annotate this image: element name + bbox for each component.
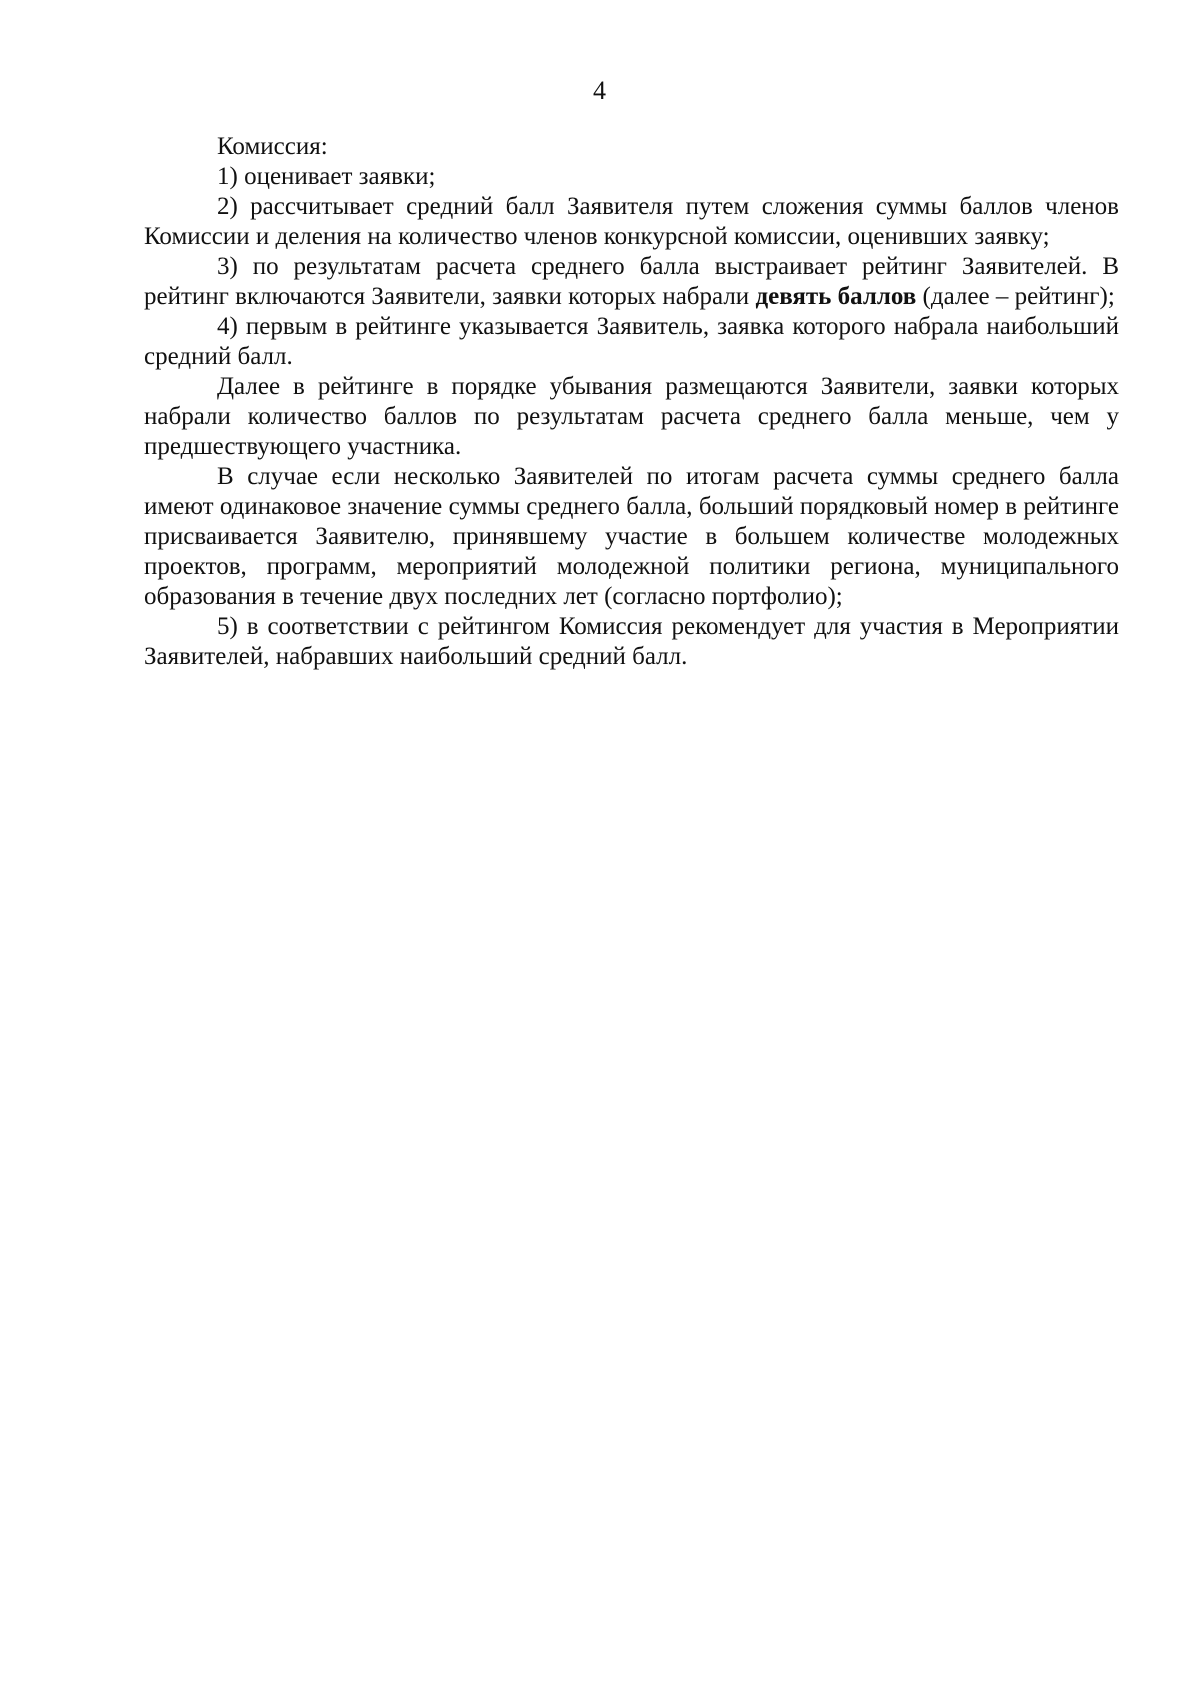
item-3-text-before: 3) по результатам расчета среднего балла выстраивает рейтинг Заявителей. В рейтинг включаются Заявители, заявки которых набрали [144,253,1119,310]
item-3-rating [144,252,1119,312]
paragraph-descending-order: Далее в рейтинге в порядке убывания размещаются Заявители, заявки которых набрали количество баллов по результатам расчета среднего балла меньше, чем у предшествующего участника. [144,373,1119,460]
item-5-recommendation: 5) в соответствии с рейтингом Комиссия рекомендует для участия в Мероприятии Заявителей, набравших наибольший средний балл. [144,613,1119,670]
item-2-average-score: 2) рассчитывает средний балл Заявителя путем сложения суммы баллов членов Комиссии и деления на количество членов конкурсной комиссии, оценивших заявку; [144,193,1119,250]
commission-heading: Комиссия: [217,133,328,160]
item-4-first-in-rating: 4) первым в рейтинге указывается Заявитель, заявка которого набрала наибольший средний балл. [144,313,1119,370]
document-body [144,132,1119,672]
item-3-bold-phrase: девять баллов [755,283,917,310]
item-3-text-after: (далее – рейтинг); [916,283,1115,310]
paragraph-tie-break: В случае если несколько Заявителей по итогам расчета суммы среднего балла имеют одинаковое значение суммы среднего балла, больший порядковый номер в рейтинге присваивается Заявителю, принявшему участие в большем количестве молодежных проектов, программ, мероприятий молодежной политики региона, муниципального образования в течение двух последних лет (согласно портфолио); [144,463,1119,610]
page-number: 4 [593,76,607,105]
item-1-evaluates: 1) оценивает заявки; [217,163,436,190]
